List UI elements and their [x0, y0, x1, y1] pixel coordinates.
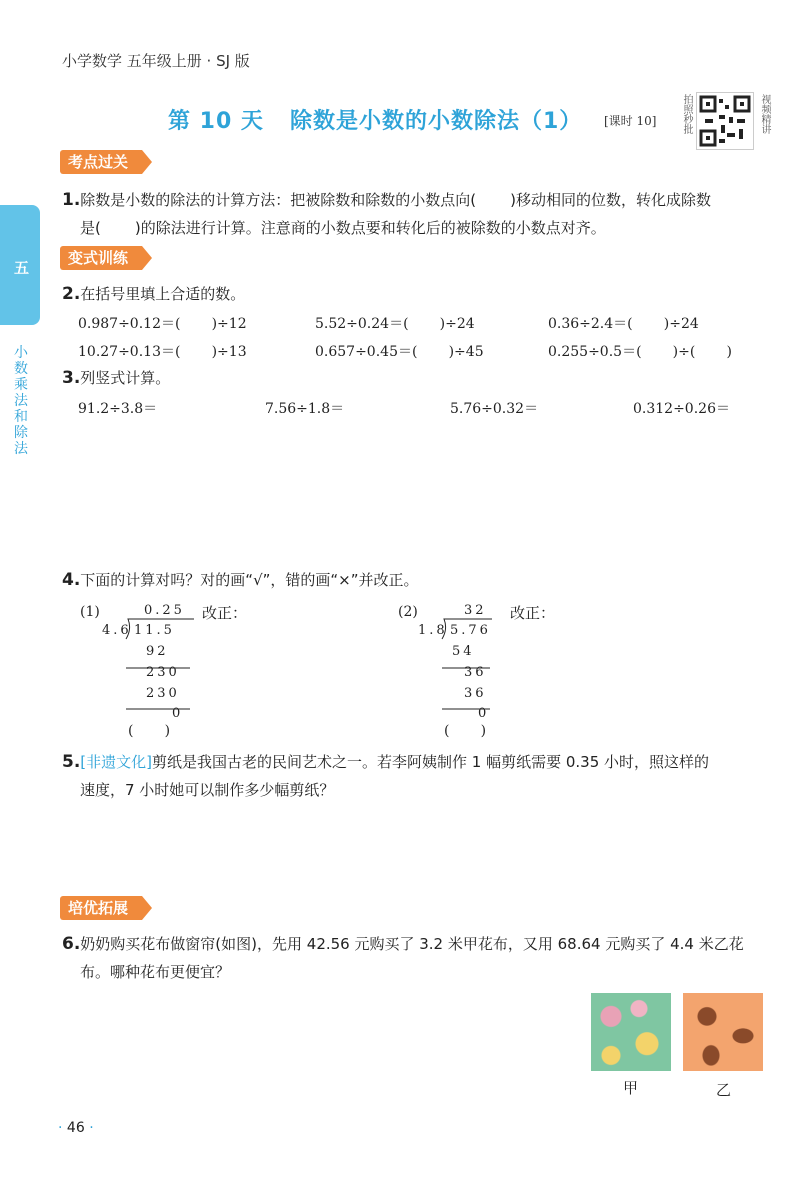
q3-item-1[interactable]: 91.2÷3.8＝ — [78, 401, 158, 417]
qr-right-label: 视频精讲 — [759, 94, 770, 134]
title-day: 第 10 天 — [168, 109, 264, 134]
q4b-step-1: 54 — [452, 644, 475, 659]
q4b-label: (2) — [398, 604, 418, 620]
q4a-dividend: 11.5 — [134, 623, 175, 638]
chapter-tab-label: 五 — [14, 259, 30, 277]
q4a-step-2: 230 — [146, 665, 180, 680]
q2-item-6[interactable]: 0.255÷0.5＝( )÷( ) — [548, 344, 732, 360]
qr-left-label: 拍照秒批 — [681, 94, 692, 134]
q4b-quotient: 32 — [464, 603, 487, 618]
q3-item-3[interactable]: 5.76÷0.32＝ — [450, 401, 539, 417]
q4a-label: (1) — [80, 604, 100, 620]
question-3: 3.列竖式计算。 — [62, 368, 171, 388]
q4b-fix-label: 改正： — [510, 604, 556, 622]
q2-item-2[interactable]: 5.52÷0.24＝( )÷24 — [315, 316, 475, 332]
q4a-fix-label: 改正： — [202, 604, 248, 622]
question-1-line2: 是( )的除法进行计算。注意商的小数点要和转化后的被除数的小数点对齐。 — [80, 219, 606, 237]
q4a-step-1: 92 — [146, 644, 169, 659]
fabric-a-label: 甲 — [623, 1079, 639, 1097]
q4b-step-3: 36 — [464, 686, 487, 701]
q4a-step-3: 230 — [146, 686, 180, 701]
q1-number: 1. — [62, 190, 81, 210]
q4b-answer-paren[interactable]: ( ) — [444, 723, 487, 739]
q4a-quotient: 0.25 — [144, 603, 185, 618]
question-6-line2: 布。哪种花布更便宜？ — [80, 963, 231, 981]
question-5-line2: 速度，7 小时她可以制作多少幅剪纸？ — [80, 781, 335, 799]
q4b-dividend: 5.76 — [450, 623, 491, 638]
question-4: 4.下面的计算对吗？对的画“√”，错的画“×”并改正。 — [62, 570, 419, 590]
title-topic: 除数是小数的小数除法（1） — [289, 109, 583, 134]
chapter-name: 小数乘法和除法 — [14, 345, 28, 457]
q2-item-3[interactable]: 0.36÷2.4＝( )÷24 — [548, 316, 699, 332]
question-2: 2.在括号里填上合适的数。 — [62, 284, 246, 304]
chapter-tab — [0, 205, 40, 325]
q4b-step-2: 36 — [464, 665, 487, 680]
q2-item-4[interactable]: 10.27÷0.13＝( )÷13 — [78, 344, 247, 360]
section-badge-extension: 培优拓展 — [60, 896, 142, 920]
page-title — [168, 104, 582, 135]
question-5: 5.[非遗文化]剪纸是我国古老的民间艺术之一。若李阿姨制作 1 幅剪纸需要 0.35 小时，照这样的 — [62, 752, 710, 772]
q4b-divisor: 1.8 — [418, 623, 448, 638]
q3-item-2[interactable]: 7.56÷1.8＝ — [265, 401, 345, 417]
qr-code-icon[interactable] — [696, 92, 754, 150]
lesson-number: [课时 10] — [604, 114, 657, 128]
q4a-divisor: 4.6 — [102, 623, 132, 638]
q3-item-4[interactable]: 0.312÷0.26＝ — [633, 401, 730, 417]
section-badge-variant-training: 变式训练 — [60, 246, 142, 270]
question-1: 1.除数是小数的除法的计算方法：把被除数和除数的小数点向( )移动相同的位数，转化成除数 — [62, 190, 712, 210]
fabric-a-image — [591, 993, 671, 1071]
q4a-step-4: 0 — [172, 706, 184, 721]
q5-tag: [非遗文化] — [80, 753, 153, 771]
fabric-b-image — [683, 993, 763, 1071]
book-header: 小学数学 五年级上册 · SJ 版 — [62, 52, 250, 70]
q2-item-5[interactable]: 0.657÷0.45＝( )÷45 — [315, 344, 484, 360]
question-6: 6.奶奶购买花布做窗帘(如图)，先用 42.56 元购买了 3.2 米甲花布，又用 68.64 元购买了 4.4 米乙花 — [62, 934, 744, 954]
page-number: · 46 · — [58, 1120, 94, 1136]
section-badge-checkpoint: 考点过关 — [60, 150, 142, 174]
q2-item-1[interactable]: 0.987÷0.12＝( )÷12 — [78, 316, 247, 332]
fabric-b-label: 乙 — [716, 1081, 732, 1099]
q4b-step-4: 0 — [478, 706, 490, 721]
q4a-answer-paren[interactable]: ( ) — [128, 723, 171, 739]
